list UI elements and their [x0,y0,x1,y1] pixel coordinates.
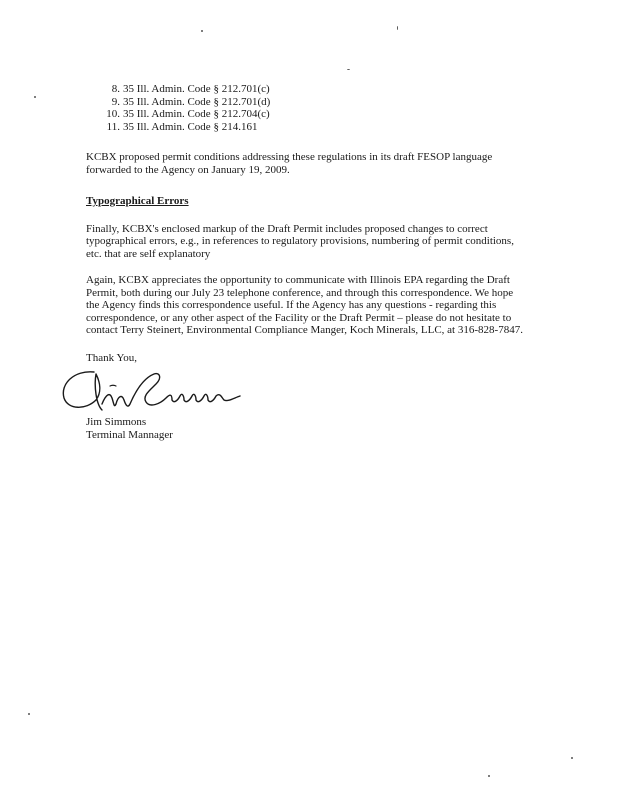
scan-speck [28,713,30,715]
list-item-number: 11. [106,120,120,133]
regulation-list [104,83,526,133]
letter-body [86,83,526,441]
typos-paragraph: Finally, KCBX's enclosed markup of the Draft Permit includes proposed changes to correct typographical errors, e.g., in references to regulatory provisions, numbering of permit conditions, etc. that are self explanatory [86,222,514,260]
list-item [104,108,526,121]
list-item-number: 9. [111,95,120,108]
list-item-text: 35 Ill. Admin. Code § 212.701(d) [123,95,271,108]
list-item [104,121,526,134]
closing-salutation: Thank You, [86,351,138,364]
list-item-number: 8. [111,83,120,95]
signer-name: Jim Simmons [86,416,147,428]
list-item-text: 35 Ill. Admin. Code § 212.701(c) [123,83,270,95]
scan-speck [34,96,36,98]
scan-speck [201,30,203,32]
list-item [104,96,526,109]
scan-speck [488,775,490,777]
list-item-text: 35 Ill. Admin. Code § 212.704(c) [123,108,270,120]
section-heading: Typographical Errors [86,195,189,207]
list-item-number: 10. [106,108,120,120]
list-item-text: 35 Ill. Admin. Code § 214.161 [123,120,258,133]
conditions-paragraph: KCBX proposed permit conditions addressing these regulations in its draft FESOP language forwarded to the Agency on January 19, 2009. [86,151,493,176]
scan-speck [397,26,398,30]
scan-speck [571,757,573,759]
signature-image [56,364,296,420]
list-item [104,83,526,96]
closing-paragraph: Again, KCBX appreciates the opportunity to communicate with Illinois EPA regarding the Draft Permit, both during our July 23 telephone conference, and through this correspondence. We hope the Agency finds this correspondence useful. If the Agency has any questions - regarding this correspondence, or any other aspect of the Facility or the Draft Permit – please do not hesitate to contact Terry Steinert, Environmental Compliance Manger, Koch Minerals, LLC, at 316-828-7847. [86,274,523,336]
signer-title: Terminal Mannager [86,428,173,441]
scan-speck [347,69,350,70]
